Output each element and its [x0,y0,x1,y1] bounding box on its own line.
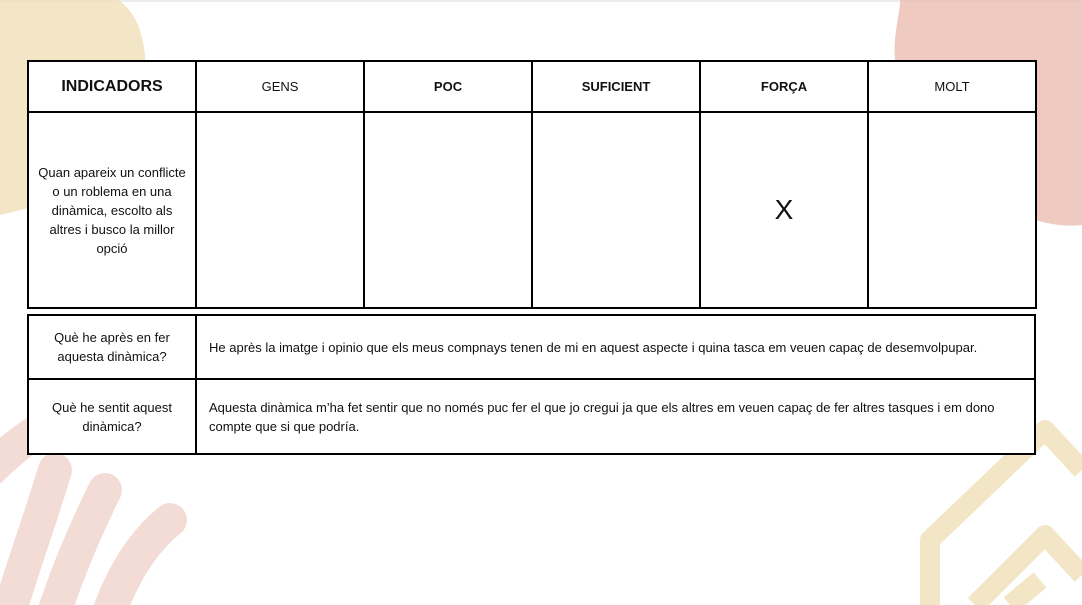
header-level-poc: POC [364,61,532,112]
rating-cell-poc [364,112,532,308]
header-level-forca: FORÇA [700,61,868,112]
indicator-description: Quan apareix un conflicte o un roblema en una dinàmica, escolto als altres i busco la millor opció [28,112,196,308]
reflection-table [27,314,1036,455]
rating-cell-suficient [532,112,700,308]
header-level-suficient: SUFICIENT [532,61,700,112]
reflection-answer-felt: Aquesta dinàmica m’ha fet sentir que no només puc fer el que jo cregui ja que els altres em veuen capaç de fer altres tasques i em dono compte que si que podría. [196,379,1035,454]
rating-cell-gens [196,112,364,308]
indicators-table [27,60,1037,309]
reflection-question-felt: Què he sentit aquest dinàmica? [28,379,196,454]
reflection-row [28,379,1035,454]
reflection-answer-learned: He après la imatge i opinio que els meus compnays tenen de mi en aquest aspecte i quina tasca em veuen capaç de desemvolpupar. [196,315,1035,379]
reflection-question-learned: Què he après en fer aquesta dinàmica? [28,315,196,379]
indicators-header-row [28,61,1036,112]
rating-cell-forca: X [700,112,868,308]
header-level-gens: GENS [196,61,364,112]
header-level-molt: MOLT [868,61,1036,112]
reflection-row [28,315,1035,379]
beige-spiral-bottom-right [930,430,1082,605]
rating-cell-molt [868,112,1036,308]
indicator-row [28,112,1036,308]
header-indicators: INDICADORS [28,61,196,112]
